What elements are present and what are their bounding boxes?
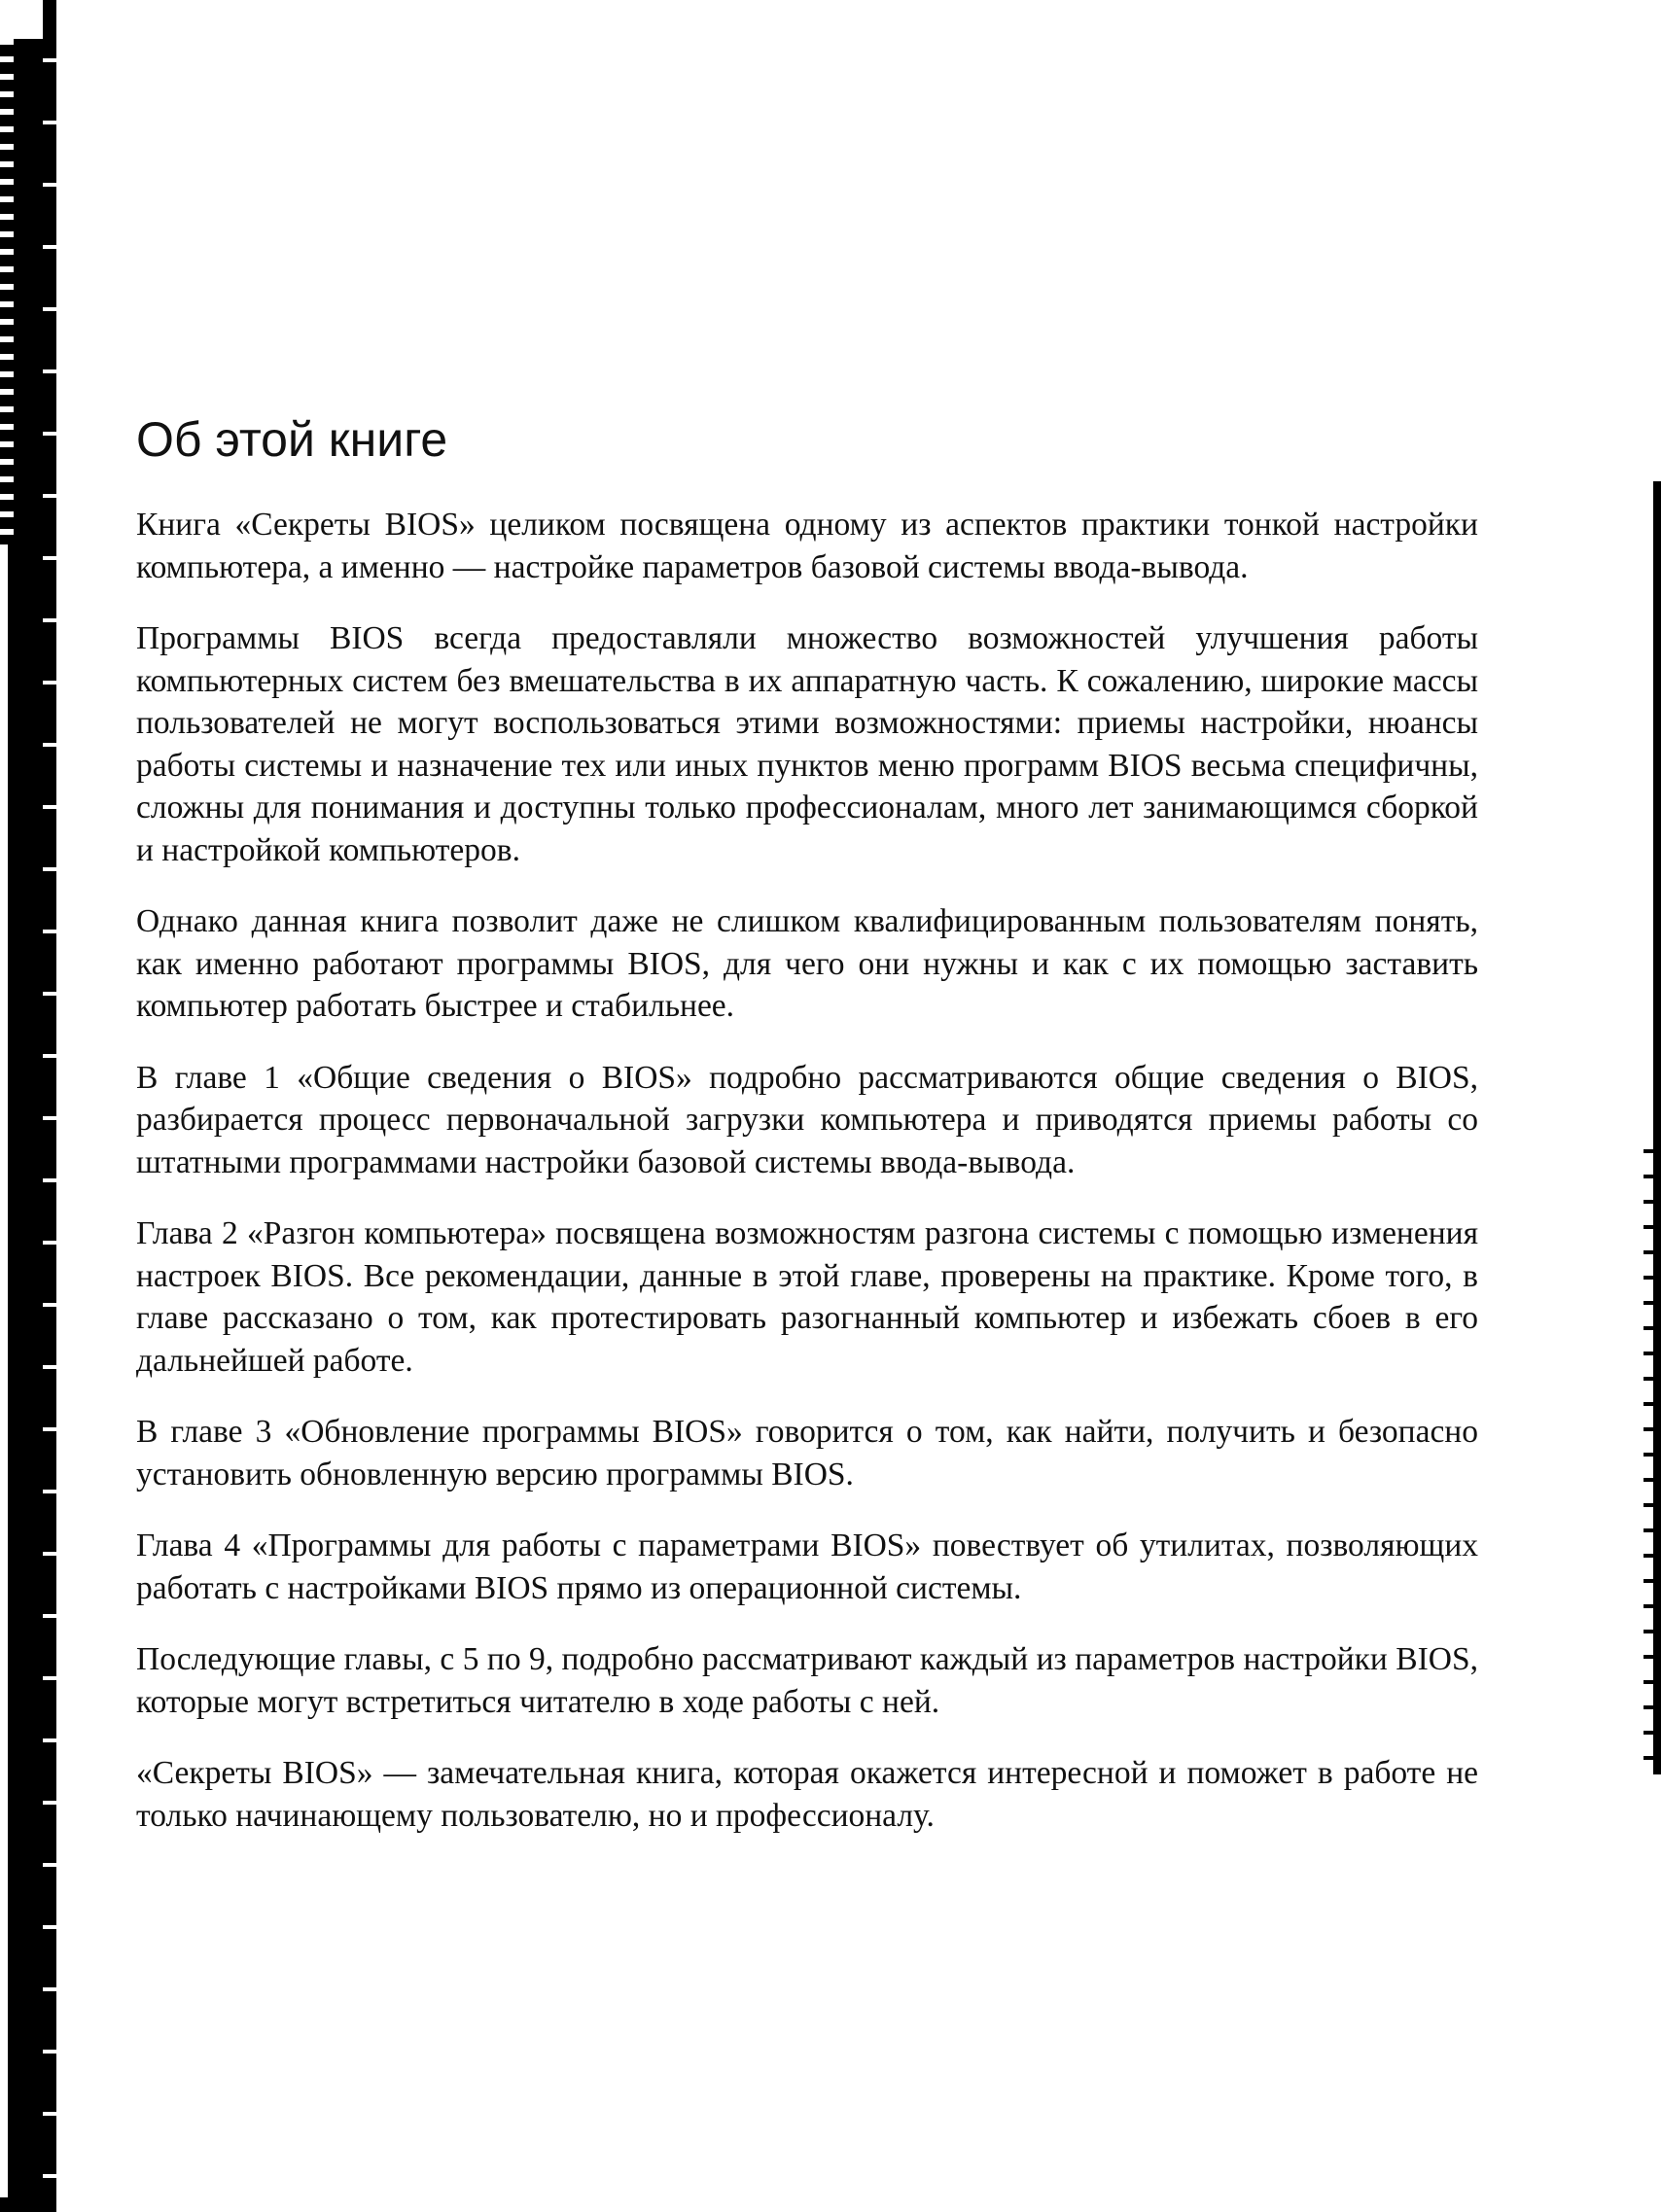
page-title: Об этой книге	[136, 412, 448, 467]
scan-edge-right	[1653, 481, 1661, 1774]
scan-edge-left-inner	[43, 0, 56, 2212]
paragraph-chapter-1: В главе 1 «Общие сведения о BIOS» подробно рассматриваются общие сведения о BIOS, разбирается процесс первоначальной загрузки компьютера и приводятся приемы работы со штатными программами настройки базовой системы ввода-вывода.	[136, 1059, 1478, 1180]
paragraph-book-purpose: Однако данная книга позволит даже не слишком квалифицированным пользователям понять, как именно работают программы BIOS, для чего они нужны и как с их помощью заставить компьютер работать быстрее и стабильнее.	[136, 903, 1478, 1024]
paragraph-chapter-4: Глава 4 «Программы для работы с параметрами BIOS» повествует об утилитах, позволяющих работать с настройками BIOS прямо из операционной системы.	[136, 1527, 1478, 1606]
paragraph-bios-possibilities: Программы BIOS всегда предоставляли множество возможностей улучшения работы компьютерных систем без вмешательства в их аппаратную часть. К сожалению, широкие массы пользователей не могут воспользоваться этими возможностями: приемы настройки, нюансы работы системы и назначение тех или иных пунктов меню программ BIOS весьма специфичны, сложны для понимания и доступны только профессионалам, много лет занимающимся сборкой и настройкой компьютеров.	[136, 620, 1478, 868]
scan-edge-right-ticks	[1643, 1128, 1653, 1770]
page-content	[136, 413, 1478, 1866]
paragraph-chapters-5-9: Последующие главы, с 5 по 9, подробно рассматривают каждый из параметров настройки BIOS, которые могут встретиться читателю в ходе работы с ней.	[136, 1641, 1478, 1720]
paragraph-chapter-2: Глава 2 «Разгон компьютера» посвящена возможностям разгона системы с помощью изменения настроек BIOS. Все рекомендации, данные в этой главе, проверены на практике. Кроме того, в главе рассказано о том, как протестировать разогнанный компьютер и избежать сбоев в его дальнейшей работе.	[136, 1215, 1478, 1379]
paragraph-intro: Книга «Секреты BIOS» целиком посвящена одному из аспектов практики тонкой настройки компьютера, а именно — настройке параметров базовой системы ввода-вывода.	[136, 507, 1478, 585]
paragraph-chapter-3: В главе 3 «Обновление программы BIOS» говорится о том, как найти, получить и безопасно установить обновленную версию программы BIOS.	[136, 1414, 1478, 1492]
paragraph-conclusion: «Секреты BIOS» — замечательная книга, которая окажется интересной и поможет в работе не только начинающему пользователю, но и профессионалу.	[136, 1755, 1478, 1834]
